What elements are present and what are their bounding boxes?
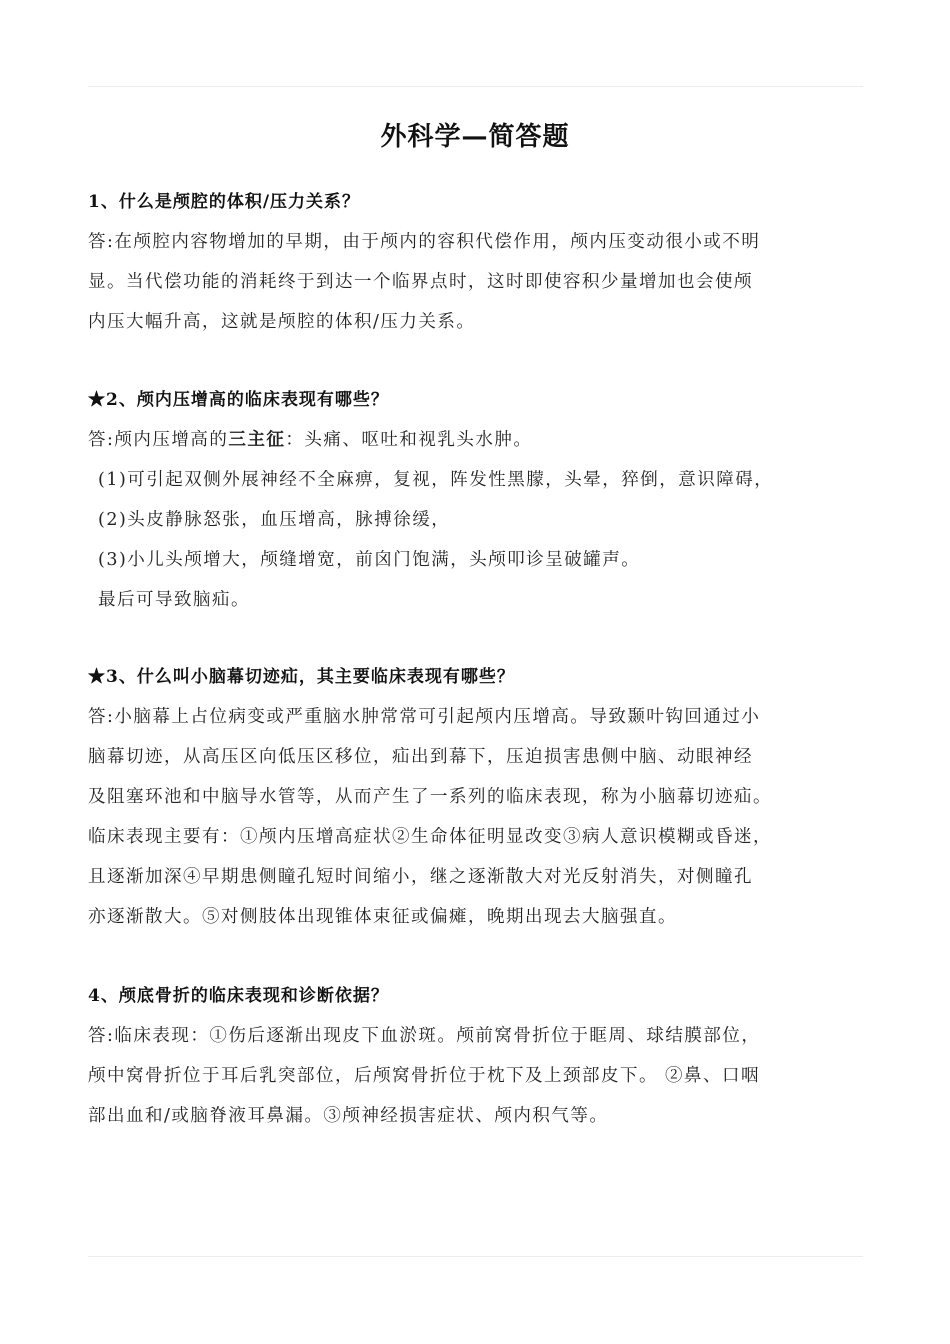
answer-line bbox=[88, 420, 868, 460]
answer-line: 脑幕切迹，从高压区向低压区移位，疝出到幕下，压迫损害患侧中脑、动眼神经 bbox=[88, 747, 753, 767]
answer-item: (2)头皮静脉怒张，血压增高，脉搏徐缓， bbox=[98, 510, 451, 530]
answer-emphasis: 三主征 bbox=[228, 430, 286, 450]
question-1-heading: 1、什么是颅腔的体积/压力关系？ bbox=[88, 192, 361, 212]
answer-line: 部出血和/或脑脊液耳鼻漏。③颅神经损害症状、颅内积气等。 bbox=[88, 1106, 609, 1126]
answer-item: (3)小儿头颅增大，颅缝增宽，前囟门饱满，头颅叩诊呈破罐声。 bbox=[98, 550, 641, 570]
question-4-section bbox=[88, 976, 868, 1136]
question-3-heading: ★3、什么叫小脑幕切迹疝，其主要临床表现有哪些？ bbox=[88, 667, 515, 687]
bottom-divider bbox=[88, 1256, 863, 1257]
page-title: 外科学—简答题 bbox=[380, 122, 570, 152]
answer-line: 答:在颅腔内容物增加的早期，由于颅内的容积代偿作用，颅内压变动很小或不明 bbox=[88, 232, 761, 252]
answer-item: 最后可导致脑疝。 bbox=[98, 590, 250, 610]
question-3-section bbox=[88, 657, 868, 937]
answer-line: 临床表现主要有：①颅内压增高症状②生命体征明显改变③病人意识模糊或昏迷， bbox=[88, 827, 772, 847]
answer-line: 显。当代偿功能的消耗终于到达一个临界点时，这时即使容积少量增加也会使颅 bbox=[88, 272, 753, 292]
question-4-heading: 4、颅底骨折的临床表现和诊断依据？ bbox=[88, 986, 389, 1006]
answer-line: 亦逐渐散大。⑤对侧肢体出现锥体束征或偏瘫，晚期出现去大脑强直。 bbox=[88, 907, 677, 927]
answer-line: 答:临床表现：①伤后逐渐出现皮下血淤斑。颅前窝骨折位于眶周、球结膜部位， bbox=[88, 1026, 761, 1046]
answer-line: 答:小脑幕上占位病变或严重脑水肿常常可引起颅内压增高。导致颞叶钩回通过小 bbox=[88, 707, 761, 727]
answer-line: 内压大幅升高，这就是颅腔的体积/压力关系。 bbox=[88, 312, 476, 332]
top-divider bbox=[88, 86, 863, 87]
question-1-section bbox=[88, 182, 868, 342]
answer-prefix: 答:颅内压增高的 bbox=[88, 430, 229, 450]
question-2-section bbox=[88, 380, 868, 620]
answer-line: 且逐渐加深④早期患侧瞳孔短时间缩小，继之逐渐散大对光反射消失，对侧瞳孔 bbox=[88, 867, 753, 887]
answer-line: 及阻塞环池和中脑导水管等，从而产生了一系列的临床表现，称为小脑幕切迹疝。 bbox=[88, 787, 772, 807]
answer-line: 颅中窝骨折位于耳后乳突部位，后颅窝骨折位于枕下及上颈部皮下。 ②鼻、口咽 bbox=[88, 1066, 761, 1086]
answer-item: (1)可引起双侧外展神经不全麻痹，复视，阵发性黑朦，头晕，猝倒，意识障碍， bbox=[98, 470, 774, 490]
question-2-heading: ★2、颅内压增高的临床表现有哪些？ bbox=[88, 390, 389, 410]
answer-suffix: ：头痛、呕吐和视乳头水肿。 bbox=[285, 430, 533, 450]
